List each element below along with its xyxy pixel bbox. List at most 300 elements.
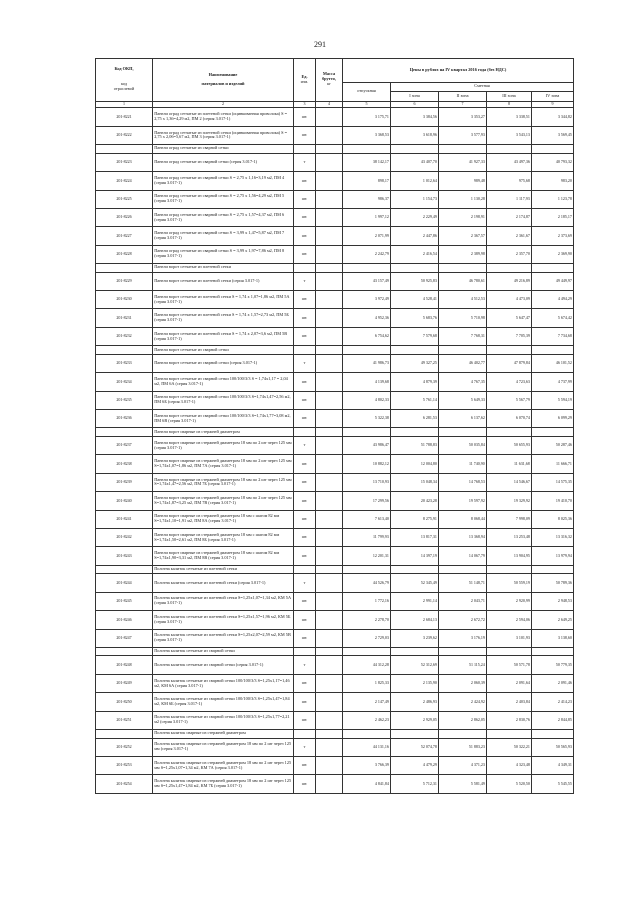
group-code	[96, 730, 153, 739]
row-mass	[316, 757, 343, 775]
group-zone	[532, 730, 574, 739]
row-price-zone-2: 5 649,33	[439, 391, 487, 409]
row-name: Панели ворот сетчатые из сварной сетки 100/100/3/3 S=1,74х1,77=3,08 м2, ПМ 6В (серия 3.017-1)	[153, 410, 294, 428]
group-code	[96, 346, 153, 355]
row-price-zone-1: 52 345,49	[391, 574, 439, 592]
row-price-wholesale: 1 997,12	[343, 208, 391, 226]
row-price-zone-4: 13 316,32	[532, 528, 574, 546]
row-price-wholesale: 2 278,70	[343, 611, 391, 629]
row-price-wholesale: 7 613,40	[343, 510, 391, 528]
row-name: Панели ворот сварные из стержней диаметром 18 мм с шагом 82 мм S=1,74х1,10=1,91 м2, ПМ 8А (серия 3.017-1)	[153, 510, 294, 528]
row-unit: шт.	[294, 327, 316, 345]
row-code: 201-8240	[96, 492, 153, 510]
row-name: Полотна калиток сварные из стержней диаметром 18 мм по 2 шт через 125 мм S=1,25х1,47=1,84 м2, КМ 7Б (серия 3.017-1)	[153, 775, 294, 793]
row-price-zone-4: 3 344,82	[532, 108, 574, 126]
row-price-zone-1: 4 479,29	[391, 757, 439, 775]
row-price-zone-1: 3 239,62	[391, 629, 439, 647]
group-code	[96, 428, 153, 437]
row-mass	[316, 354, 343, 372]
row-mass	[316, 693, 343, 711]
row-unit: шт.	[294, 190, 316, 208]
row-name: Панели ворот сетчатые из сварной сетки (серия 3.017-1)	[153, 354, 294, 372]
row-unit: шт.	[294, 309, 316, 327]
row-price-zone-4: 2 649,25	[532, 611, 574, 629]
group-name: Полотна калиток сетчатые из плетеной сетки	[153, 565, 294, 574]
row-mass	[316, 611, 343, 629]
table-row	[96, 126, 574, 144]
row-price-zone-3: 2 830,76	[487, 711, 532, 729]
row-price-zone-1: 2 135,90	[391, 674, 439, 692]
group-header-row	[96, 264, 574, 273]
row-unit: т	[294, 738, 316, 756]
page-number: 291	[314, 40, 326, 49]
row-unit: шт.	[294, 757, 316, 775]
row-name: Панели ворот сварные из стержней диаметром 18 мм по 2 шт через 125 мм S=1,74х1,87=3,25 м2, ПМ 7В (серия 3.017-1)	[153, 492, 294, 510]
row-price-zone-3: 50 655,93	[487, 437, 532, 455]
row-unit: шт.	[294, 547, 316, 565]
row-price-zone-4: 14 575,35	[532, 473, 574, 491]
row-name: Полотна калиток сетчатые из сварной сетки (серия 3.017-1)	[153, 656, 294, 674]
row-price-zone-4: 5 545,55	[532, 775, 574, 793]
row-price-wholesale: 1 825,33	[343, 674, 391, 692]
group-zone	[532, 565, 574, 574]
group-unit	[294, 730, 316, 739]
row-price-zone-3: 4 473,09	[487, 291, 532, 309]
row-price-zone-1: 8 275,91	[391, 510, 439, 528]
row-mass	[316, 592, 343, 610]
row-price-zone-1: 2 447,86	[391, 227, 439, 245]
group-zone	[532, 428, 574, 437]
row-code: 201-8242	[96, 528, 153, 546]
row-price-zone-4: 5 674,42	[532, 309, 574, 327]
group-zone	[391, 428, 439, 437]
group-zone	[487, 730, 532, 739]
row-unit: т	[294, 437, 316, 455]
row-price-zone-3: 3 101,93	[487, 629, 532, 647]
row-mass	[316, 227, 343, 245]
row-code: 201-8252	[96, 738, 153, 756]
group-name: Панели ворот сетчатые из сварной сетки	[153, 346, 294, 355]
row-price-zone-1: 1 012,64	[391, 172, 439, 190]
row-price-zone-1: 5 761,14	[391, 391, 439, 409]
row-price-zone-2: 51 883,23	[439, 738, 487, 756]
row-price-zone-2: 14 067,79	[439, 547, 487, 565]
row-name: Полотна калиток сварные из стержней диаметром 18 мм по 2 шт через 125 мм (серия 3.017-1)	[153, 738, 294, 756]
row-code: 201-8230	[96, 291, 153, 309]
group-mass	[316, 565, 343, 574]
row-price-wholesale: 17 299,56	[343, 492, 391, 510]
row-name: Панели ворот сварные из стержней диаметром 18 мм по 2 шт через 125 мм S=1,74х1,47=2,56 м2, ПМ 7Б (серия 3.017-1)	[153, 473, 294, 491]
table-row	[96, 656, 574, 674]
row-price-zone-3: 43 497,36	[487, 153, 532, 171]
group-zone	[439, 730, 487, 739]
row-unit: шт.	[294, 775, 316, 793]
row-price-wholesale: 44 312,28	[343, 656, 391, 674]
row-price-zone-4: 13 979,94	[532, 547, 574, 565]
row-code: 201-8243	[96, 547, 153, 565]
row-name: Полотна калиток сетчатые из плетеной сетки (серия 3.017-1)	[153, 574, 294, 592]
row-price-zone-3: 13 904,95	[487, 547, 532, 565]
header-wholesale: отпускная	[343, 82, 391, 101]
row-price-zone-4: 2 948,53	[532, 592, 574, 610]
row-mass	[316, 391, 343, 409]
row-price-zone-1: 14 397,19	[391, 547, 439, 565]
row-unit: шт.	[294, 410, 316, 428]
row-unit: шт.	[294, 373, 316, 391]
header-zone-1: I зона	[391, 92, 439, 102]
row-price-wholesale: 43 157,49	[343, 272, 391, 290]
row-price-zone-3: 50 571,78	[487, 656, 532, 674]
row-price-zone-2: 989,48	[439, 172, 487, 190]
table-row	[96, 437, 574, 455]
row-code: 201-8234	[96, 373, 153, 391]
row-price-zone-4: 50 779,35	[532, 656, 574, 674]
row-price-zone-2: 50 035,84	[439, 437, 487, 455]
row-price-zone-3: 2 091,64	[487, 674, 532, 692]
col-index: 8	[487, 101, 532, 108]
row-price-zone-4: 4 494,29	[532, 291, 574, 309]
table-row	[96, 473, 574, 491]
group-mass	[316, 145, 343, 154]
group-code	[96, 565, 153, 574]
row-price-zone-3: 13 253,48	[487, 528, 532, 546]
table-row	[96, 272, 574, 290]
row-name: Панели ворот сетчатые из плетеной сетки S = 1,74 х 1,07=1,86 м2, ПМ 5А (серия 3.017-1)	[153, 291, 294, 309]
group-header-row	[96, 428, 574, 437]
row-code: 201-8237	[96, 437, 153, 455]
table-row	[96, 711, 574, 729]
column-index-row	[96, 101, 574, 108]
row-name: Полотна калиток сетчатые из плетеной сетки S=1,25х2,07=2,59 м2, КМ 5В (серия 3.017-1)	[153, 629, 294, 647]
group-code	[96, 647, 153, 656]
group-price	[343, 346, 391, 355]
row-code: 201-8241	[96, 510, 153, 528]
row-price-zone-3: 11 631,68	[487, 455, 532, 473]
header-zone-2: II зона	[439, 92, 487, 102]
row-price-zone-4: 7 734,68	[532, 327, 574, 345]
row-price-zone-3: 3 543,13	[487, 126, 532, 144]
row-mass	[316, 547, 343, 565]
group-price	[343, 264, 391, 273]
table-row	[96, 354, 574, 372]
group-header-row	[96, 145, 574, 154]
header-mass: Масса брутто, кг	[316, 59, 343, 102]
row-price-zone-4: 2 373,69	[532, 227, 574, 245]
table-row	[96, 227, 574, 245]
row-unit: шт.	[294, 126, 316, 144]
table-row	[96, 309, 574, 327]
row-price-zone-3: 50 559,19	[487, 574, 532, 592]
row-unit: шт.	[294, 674, 316, 692]
row-name: Панели ворот сетчатые из сварной сетки 100/100/3/3 S=1,74х1,47=2,56 м2, ПМ 6Б (серия 3.017-1)	[153, 391, 294, 409]
row-price-zone-3: 2 920,99	[487, 592, 532, 610]
row-price-wholesale: 38 142,17	[343, 153, 391, 171]
row-code: 201-8233	[96, 354, 153, 372]
row-price-wholesale: 2 242,79	[343, 245, 391, 263]
group-unit	[294, 428, 316, 437]
row-price-wholesale: 13 710,93	[343, 473, 391, 491]
row-code: 201-8245	[96, 592, 153, 610]
row-price-zone-1: 49 327,25	[391, 354, 439, 372]
row-price-zone-2: 5 581,49	[439, 775, 487, 793]
row-price-zone-4: 46 101,52	[532, 354, 574, 372]
group-zone	[487, 428, 532, 437]
row-price-zone-1: 52 312,69	[391, 656, 439, 674]
row-price-wholesale: 3 766,39	[343, 757, 391, 775]
row-mass	[316, 126, 343, 144]
row-name: Панели оград сетчатые из сварной сетки S = 3,99 х 1,47=5,87 м2, ПМ 7 (серия 3.017-1)	[153, 227, 294, 245]
table-row	[96, 693, 574, 711]
row-price-zone-2: 7 768,31	[439, 327, 487, 345]
table-row	[96, 327, 574, 345]
table-row	[96, 391, 574, 409]
header-prices-title: Цены в рублях на IV квартал 2016 года (без НДС)	[343, 59, 574, 83]
row-price-wholesale: 2 147,49	[343, 693, 391, 711]
row-mass	[316, 711, 343, 729]
col-index: 4	[316, 101, 343, 108]
row-code: 201-8228	[96, 245, 153, 263]
row-price-zone-4: 2 844,85	[532, 711, 574, 729]
group-zone	[487, 264, 532, 273]
row-price-zone-1: 2 229,49	[391, 208, 439, 226]
row-price-zone-2: 2 389,98	[439, 245, 487, 263]
row-code: 201-8236	[96, 410, 153, 428]
col-index: 3	[294, 101, 316, 108]
row-price-zone-2: 4 767,35	[439, 373, 487, 391]
group-unit	[294, 346, 316, 355]
row-unit: т	[294, 656, 316, 674]
row-price-zone-4: 3 138,60	[532, 629, 574, 647]
group-unit	[294, 565, 316, 574]
row-name: Полотна калиток сварные из стержней диаметром 18 мм по 2 шт через 125 мм S=1,25х1,07=1,34 м2, КМ 7А (серия 3.017-1)	[153, 757, 294, 775]
row-price-zone-3: 49 216,89	[487, 272, 532, 290]
col-index: 9	[532, 101, 574, 108]
group-zone	[439, 647, 487, 656]
row-price-zone-3: 5 520,50	[487, 775, 532, 793]
row-price-zone-2: 2 198,91	[439, 208, 487, 226]
row-name: Панели ворот сетчатые из плетеной сетки (серия 3.017-1)	[153, 272, 294, 290]
row-unit: т	[294, 354, 316, 372]
row-price-zone-3: 5 567,79	[487, 391, 532, 409]
row-price-zone-3: 4 723,63	[487, 373, 532, 391]
group-unit	[294, 145, 316, 154]
row-mass	[316, 245, 343, 263]
row-name: Полотна калиток сетчатые из сварной сетки 100/100/3/3 S=1,25х1,77=2,21 м2 (серия 3.017-1)	[153, 711, 294, 729]
table-row	[96, 245, 574, 263]
row-price-zone-4: 6 099,29	[532, 410, 574, 428]
group-zone	[391, 730, 439, 739]
row-name: Панели ворот сетчатые из плетеной сетки S = 1,74 х 2,07=3,6 м2, ПМ 5В (серия 3.017-1)	[153, 327, 294, 345]
row-mass	[316, 190, 343, 208]
row-price-zone-4: 4 349,31	[532, 757, 574, 775]
row-mass	[316, 272, 343, 290]
row-price-wholesale: 11 799,93	[343, 528, 391, 546]
row-code: 201-8254	[96, 775, 153, 793]
row-price-zone-2: 8 068,44	[439, 510, 487, 528]
row-price-zone-2: 2 424,92	[439, 693, 487, 711]
row-name: Панели ворот сварные из стержней диаметром 18 мм с шагом 82 мм S=1,74х1,50=2,61 м2, ПМ 8Б (серия 3.017-1)	[153, 528, 294, 546]
row-unit: шт.	[294, 711, 316, 729]
row-unit: шт.	[294, 510, 316, 528]
row-name: Панели ворот сварные из стержней диаметром 18 мм по 2 шт через 125 мм (серия 3.017-1)	[153, 437, 294, 455]
row-price-zone-3: 2 174,87	[487, 208, 532, 226]
group-zone	[391, 145, 439, 154]
row-price-zone-3: 975,68	[487, 172, 532, 190]
row-unit: шт.	[294, 629, 316, 647]
row-price-zone-2: 5 710,98	[439, 309, 487, 327]
row-unit: шт.	[294, 291, 316, 309]
table-row	[96, 510, 574, 528]
row-code: 201-8231	[96, 309, 153, 327]
row-price-zone-4: 8 025,36	[532, 510, 574, 528]
row-unit: шт.	[294, 455, 316, 473]
table-row	[96, 190, 574, 208]
row-price-zone-1: 15 048,34	[391, 473, 439, 491]
row-name: Панели ворот сварные из стержней диаметром 18 мм по 2 шт через 125 мм S=1,74х1,07=1,86 м2, ПМ 7А (серия 3.017-1)	[153, 455, 294, 473]
row-unit: шт.	[294, 227, 316, 245]
row-name: Панели оград сетчатые из сварной сетки (серия 3.017-1)	[153, 153, 294, 171]
row-code: 201-8239	[96, 473, 153, 491]
row-mass	[316, 656, 343, 674]
group-mass	[316, 730, 343, 739]
row-name: Панели оград сетчатые из плетеной сетки (оцинкованная проволока) S = 2,75 х 1,36=4,29 м2, ПМ 2 (серия 3.017-1)	[153, 108, 294, 126]
row-price-wholesale: 10 882,12	[343, 455, 391, 473]
row-code: 201-8226	[96, 208, 153, 226]
table-row	[96, 775, 574, 793]
row-price-zone-3: 5 647,47	[487, 309, 532, 327]
group-header-row	[96, 565, 574, 574]
row-price-zone-2: 51 148,71	[439, 574, 487, 592]
table-row	[96, 108, 574, 126]
row-price-zone-2: 2 672,72	[439, 611, 487, 629]
row-price-wholesale: 6 754,62	[343, 327, 391, 345]
row-mass	[316, 153, 343, 171]
table-row	[96, 455, 574, 473]
group-zone	[532, 264, 574, 273]
row-price-zone-4: 983,20	[532, 172, 574, 190]
table-row	[96, 629, 574, 647]
row-unit: шт.	[294, 528, 316, 546]
row-price-zone-2: 46 780,61	[439, 272, 487, 290]
group-zone	[487, 565, 532, 574]
row-name: Полотна калиток сетчатые из плетеной сетки S=1,25х1,07=1,34 м2, КМ 5А (серия 3.017-1)	[153, 592, 294, 610]
row-unit: шт.	[294, 245, 316, 263]
row-price-wholesale: 1 772,16	[343, 592, 391, 610]
row-price-zone-4: 49 449,97	[532, 272, 574, 290]
row-mass	[316, 510, 343, 528]
row-price-zone-1: 2 416,54	[391, 245, 439, 263]
row-price-zone-1: 2 991,14	[391, 592, 439, 610]
group-mass	[316, 647, 343, 656]
row-price-zone-2: 11 740,90	[439, 455, 487, 473]
row-unit: шт.	[294, 108, 316, 126]
row-price-zone-3: 2 594,06	[487, 611, 532, 629]
group-zone	[487, 346, 532, 355]
row-price-wholesale: 3 368,53	[343, 126, 391, 144]
price-table-body	[96, 108, 574, 793]
row-price-wholesale: 4 952,36	[343, 309, 391, 327]
row-price-zone-2: 3 176,19	[439, 629, 487, 647]
row-price-zone-1: 5 683,76	[391, 309, 439, 327]
group-price	[343, 730, 391, 739]
row-price-wholesale: 898,17	[343, 172, 391, 190]
row-unit: т	[294, 574, 316, 592]
row-price-zone-3: 6 070,74	[487, 410, 532, 428]
table-row	[96, 592, 574, 610]
row-unit: шт.	[294, 391, 316, 409]
row-code: 201-8251	[96, 711, 153, 729]
row-price-zone-1: 2 486,93	[391, 693, 439, 711]
row-code: 201-8253	[96, 757, 153, 775]
row-price-zone-2: 3 353,27	[439, 108, 487, 126]
row-price-wholesale: 44 131,16	[343, 738, 391, 756]
row-mass	[316, 528, 343, 546]
row-code: 201-8222	[96, 126, 153, 144]
row-price-zone-1: 2 684,13	[391, 611, 439, 629]
header-zone-3: III зона	[487, 92, 532, 102]
row-price-wholesale: 986,37	[343, 190, 391, 208]
table-row	[96, 410, 574, 428]
row-price-zone-3: 19 329,92	[487, 492, 532, 510]
row-price-wholesale: 4 802,33	[343, 391, 391, 409]
row-price-wholesale: 2 071,99	[343, 227, 391, 245]
group-name: Панели ворот сварные из стержней диаметром	[153, 428, 294, 437]
row-price-zone-1: 4 879,39	[391, 373, 439, 391]
header-zone-4: IV зона	[532, 92, 574, 102]
row-price-zone-2: 14 768,53	[439, 473, 487, 491]
row-code: 201-8229	[96, 272, 153, 290]
group-zone	[439, 428, 487, 437]
group-zone	[487, 647, 532, 656]
row-name: Полотна калиток сетчатые из плетеной сетки S=1,25х1,57=1,96 м2, КМ 5Б (серия 3.017-1)	[153, 611, 294, 629]
row-price-zone-4: 2 369,90	[532, 245, 574, 263]
row-price-zone-2: 3 577,93	[439, 126, 487, 144]
price-table	[95, 58, 574, 794]
row-name: Панели оград сетчатые из сварной сетки S = 2,75 х 1,16=3,19 м2, ПМ 4 (серия 3.017-1)	[153, 172, 294, 190]
group-header-row	[96, 730, 574, 739]
row-price-zone-2: 41 927,33	[439, 153, 487, 171]
row-name: Полотна калиток сетчатые из сварной сетки 100/100/3/3 S=1,25х1,47=1,84 м2, КМ 6Б (серия 3.017-1)	[153, 693, 294, 711]
group-name: Полотна калиток сварные из стержней диаметром	[153, 730, 294, 739]
row-price-zone-1: 1 154,73	[391, 190, 439, 208]
row-price-zone-1: 3 618,96	[391, 126, 439, 144]
group-zone	[391, 264, 439, 273]
group-name: Панели ворот сетчатые из плетеной сетки	[153, 264, 294, 273]
row-price-wholesale: 4 139,68	[343, 373, 391, 391]
row-mass	[316, 437, 343, 455]
row-price-zone-3: 2 357,70	[487, 245, 532, 263]
group-zone	[439, 346, 487, 355]
row-unit: т	[294, 272, 316, 290]
row-price-wholesale: 5 322,38	[343, 410, 391, 428]
row-mass	[316, 208, 343, 226]
row-code: 201-8244	[96, 574, 153, 592]
row-price-zone-2: 4 371,23	[439, 757, 487, 775]
table-row	[96, 172, 574, 190]
table-row	[96, 757, 574, 775]
row-price-zone-4: 50 565,93	[532, 738, 574, 756]
row-price-zone-2: 2 043,71	[439, 592, 487, 610]
row-unit: шт.	[294, 492, 316, 510]
row-price-zone-4: 19 410,70	[532, 492, 574, 510]
header-code: Код ОКП, код отраслевой	[96, 59, 153, 102]
row-price-zone-2: 13 368,94	[439, 528, 487, 546]
row-mass	[316, 309, 343, 327]
table-row	[96, 528, 574, 546]
group-zone	[532, 647, 574, 656]
row-price-zone-2: 51 115,24	[439, 656, 487, 674]
row-price-zone-1: 43 407,70	[391, 153, 439, 171]
